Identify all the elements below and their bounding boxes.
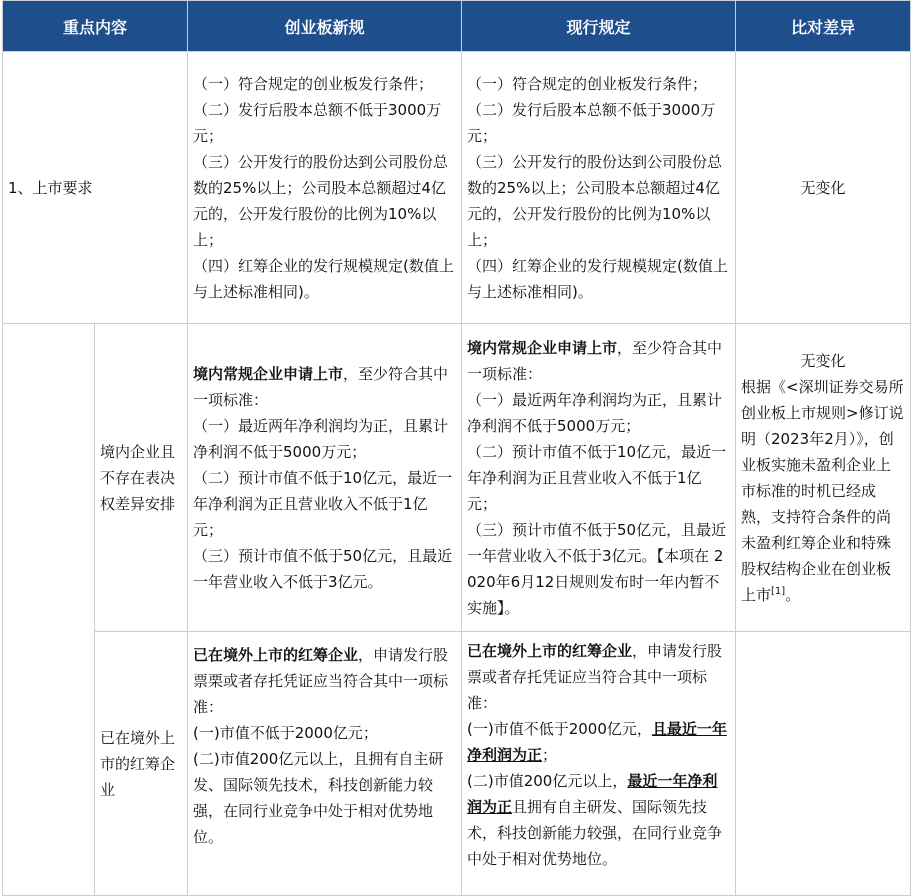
rule-line: （二）发行后股本总额不低于3000万元； xyxy=(193,100,442,145)
rule-text: (一)市值不低于2000亿元， xyxy=(467,720,652,738)
row1-new-rule xyxy=(188,52,462,324)
row2-diff xyxy=(736,324,911,632)
rule-text: 且拥有自主研发、国际领先技术，科技创新能力较强，在同行业竞争中处于相对优势地位。 xyxy=(467,798,723,868)
header-current-rule: 现行规定 xyxy=(462,1,736,52)
header-key-content: 重点内容 xyxy=(3,1,188,52)
row1-current-rule xyxy=(462,52,736,324)
rule-line: （三）预计市值不低于50亿元，且最近一年营业收入不低于3亿元。 xyxy=(193,546,453,591)
header-diff: 比对差异 xyxy=(736,1,911,52)
row1-diff: 无变化 xyxy=(736,52,911,324)
rule-text: ； xyxy=(542,746,558,764)
rule-line: （一）符合规定的创业板发行条件； xyxy=(193,74,434,93)
row3-current-rule xyxy=(462,632,736,896)
rule-intro: ，申请发行股票栗或者存托凭证应当符合其中一项标准： xyxy=(193,646,449,716)
row-label-empty xyxy=(3,324,95,896)
diff-title: 无变化 xyxy=(800,351,846,370)
rule-line: （一）最近两年净利润均为正，且累计净利润不低于5000万元； xyxy=(467,390,723,435)
rule-text: (二)市值200亿元以上， xyxy=(467,772,628,790)
row2-current-rule xyxy=(462,324,736,632)
header-new-rule: 创业板新规 xyxy=(188,1,462,52)
row-label-listing-requirements: 1、上市要求 xyxy=(3,52,188,324)
rule-heading xyxy=(467,335,730,387)
rule-line: （四）红筹企业的发行规模规定(数值上与上述标准相同)。 xyxy=(193,256,454,301)
rule-line: （三）公开发行的股份达到公司股份总数的25%以上；公司股本总额超过4亿元的，公开发行股份的比例为10%以上； xyxy=(467,152,723,249)
diff-text: 根据《<深圳证券交易所创业板上市规则>修订说明（2023年2月）》，创业板实施未盈利企业上市标准的时机已经成熟，支持符合条件的尚未盈利红筹企业和特殊股权结构企业在创业板上市 xyxy=(741,377,904,604)
rule-title: 已在境外上市的红筹企业 xyxy=(193,646,359,664)
footnote-link[interactable]: [1] xyxy=(771,585,786,597)
row2-sublabel: 境内企业且不存在表决权差异安排 xyxy=(95,324,188,632)
diff-end: 。 xyxy=(785,585,801,604)
table-row xyxy=(3,324,911,632)
rule-line: （三）预计市值不低于50亿元，且最近一年营业收入不低于3亿元。【本项在 2020年6月12日规则发布时一年内暂不实施】。 xyxy=(467,520,727,617)
rule-line: （四）红筹企业的发行规模规定(数值上与上述标准相同)。 xyxy=(467,256,728,301)
rule-line: （二）预计市值不低于10亿元，最近一年净利润为正且营业收入不低于1亿元； xyxy=(193,468,453,539)
rule-title: 境内常规企业申请上市 xyxy=(193,364,344,383)
header-row xyxy=(3,1,911,52)
rule-line: （一）符合规定的创业板发行条件； xyxy=(467,74,708,93)
rule-title: 境内常规企业申请上市 xyxy=(467,338,618,357)
rule-intro: ，至少符合其中一项标准： xyxy=(193,364,449,409)
rule-heading xyxy=(467,638,730,716)
table-row xyxy=(3,52,911,324)
rule-line: （二）发行后股本总额不低于3000万元； xyxy=(467,100,716,145)
rule-line: （二）预计市值不低于10亿元，最近一年净利润为正且营业收入不低于1亿元； xyxy=(467,442,727,513)
rule-line xyxy=(467,768,730,872)
rule-title: 已在境外上市的红筹企业 xyxy=(467,642,633,660)
rule-intro: ，至少符合其中一项标准： xyxy=(467,338,723,383)
table-row xyxy=(3,632,911,896)
rule-line: （三）公开发行的股份达到公司股份总数的25%以上；公司股本总额超过4亿元的，公开发行股份的比例为10%以上； xyxy=(193,152,449,249)
rule-heading xyxy=(193,361,456,413)
rule-emphasis: 最近一年净利润为正 xyxy=(467,772,718,816)
rule-line: (一)市值不低于2000亿元； xyxy=(193,724,378,742)
rule-heading xyxy=(193,642,456,720)
row3-new-rule xyxy=(188,632,462,896)
row3-sublabel: 已在境外上市的红筹企业 xyxy=(95,632,188,896)
rule-emphasis: 且最近一年净利润为正 xyxy=(467,720,727,764)
comparison-table xyxy=(2,0,911,896)
rule-line xyxy=(467,716,730,768)
rule-line: (二)市值200亿元以上，且拥有自主研发、国际领先技术，科技创新能力较强，在同行业竞争中处于相对优势地位。 xyxy=(193,750,444,846)
row3-diff xyxy=(736,632,911,896)
row2-new-rule xyxy=(188,324,462,632)
rule-intro: ，申请发行股票或者存托凭证应当符合其中一项标准： xyxy=(467,642,723,712)
rule-line: （一）最近两年净利润均为正，且累计净利润不低于5000万元； xyxy=(193,416,449,461)
